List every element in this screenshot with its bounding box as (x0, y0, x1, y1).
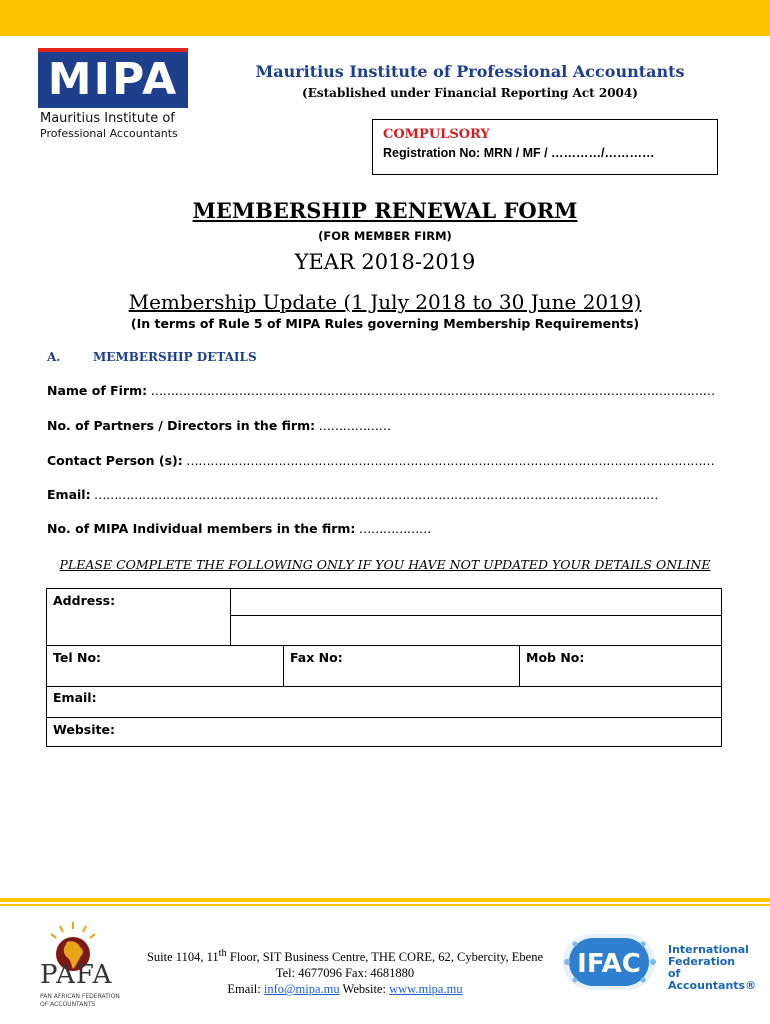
email-link[interactable]: info@mipa.mu (263, 982, 340, 997)
address-label: Address: (53, 593, 116, 608)
registration-number-field[interactable]: Registration No: MRN / MF / …………/………… (383, 146, 655, 160)
footer-rule (0, 898, 770, 902)
field-dots: …………………………………………………………………………………………………………………… (182, 453, 715, 468)
field-dots: …………………………………………………………………………………………………………………………… (90, 487, 659, 502)
footer-address-text-2: Floor, SIT Business Centre, THE CORE, 62, Cybercity, Ebene (226, 950, 544, 965)
fax-label: Fax No: (290, 650, 343, 665)
rule-reference: (In terms of Rule 5 of MIPA Rules governing Membership Requirements) (130, 316, 640, 331)
pafa-wordmark: PAFA (40, 960, 113, 990)
pafa-subtitle: PAN AFRICAN FEDERATION OF ACCOUNTANTS (40, 993, 120, 1008)
field-label: Email: (47, 487, 91, 502)
form-subtitle: (FOR MEMBER FIRM) (318, 229, 452, 243)
logo-subtitle-1: Mauritius Institute of (40, 111, 175, 126)
footer-address (120, 946, 570, 997)
membership-update-period: Membership Update (1 July 2018 to 30 June 2019) (128, 290, 642, 314)
table-divider (46, 645, 722, 646)
ifac-line-1: International (668, 943, 749, 956)
logo-text: MIPA (47, 54, 179, 105)
section-title: MEMBERSHIP DETAILS (93, 350, 257, 364)
registration-box (372, 119, 718, 175)
footer-address-text: Suite 1104, 11 (146, 950, 219, 965)
field-label: No. of MIPA Individual members in the firm: (47, 521, 356, 536)
table-divider (46, 686, 722, 687)
field-label: Name of Firm: (47, 383, 148, 398)
institute-subtitle: (Established under Financial Reporting Act 2004) (302, 86, 638, 100)
field-label: No. of Partners / Directors in the firm: (47, 418, 316, 433)
table-divider (283, 645, 284, 686)
table-border-bottom (46, 746, 722, 747)
website-label: Website: (53, 722, 115, 737)
table-email-label: Email: (53, 690, 97, 705)
ifac-logo-text: IFAC (577, 949, 641, 979)
online-update-note: PLEASE COMPLETE THE FOLLOWING ONLY IF YOU HAVE NOT UPDATED YOUR DETAILS ONLINE (59, 557, 711, 572)
contact-person-field[interactable] (47, 453, 714, 468)
ifac-line-2: Federation (668, 955, 736, 968)
email-label: Email: (227, 982, 264, 997)
table-divider (519, 645, 520, 686)
institute-title: Mauritius Institute of Professional Accountants (255, 62, 685, 81)
form-year: YEAR 2018-2019 (294, 250, 476, 274)
table-border-right (721, 588, 722, 747)
pafa-rays-icon (51, 922, 95, 938)
footer-line-3 (120, 981, 570, 997)
name-of-firm-field[interactable] (47, 383, 715, 398)
partners-directors-field[interactable] (47, 418, 391, 433)
footer-line-1 (120, 946, 570, 965)
mob-label: Mob No: (526, 650, 585, 665)
mipa-members-count-field[interactable] (47, 521, 431, 536)
footer-line-2: Tel: 4677096 Fax: 4681880 (275, 966, 415, 981)
top-banner (0, 0, 770, 36)
table-divider (46, 717, 722, 718)
compulsory-label: COMPULSORY (383, 127, 490, 142)
table-divider (230, 588, 231, 645)
tel-label: Tel No: (53, 650, 102, 665)
mipa-logo (38, 48, 188, 108)
address-input-line-1[interactable] (232, 590, 720, 614)
email-field[interactable] (47, 487, 658, 502)
section-letter: A. (47, 350, 61, 364)
footer-superscript: th (218, 948, 227, 959)
table-divider (230, 615, 722, 616)
address-input-line-2[interactable] (232, 617, 720, 644)
footer-rule-thin (0, 904, 770, 906)
ifac-line-3: of Accountants® (668, 967, 757, 992)
table-border-top (46, 588, 722, 589)
field-dots: ……………… (315, 418, 391, 433)
table-border-left (46, 588, 47, 747)
logo-subtitle-2: Professional Accountants (40, 127, 178, 140)
website-label-footer: Website: (339, 982, 390, 997)
field-dots: …………………………………………………………………………………………………………………………… (147, 383, 715, 398)
ifac-logo (555, 928, 665, 996)
ifac-wordmark (668, 944, 770, 992)
field-dots: ……………… (355, 521, 431, 536)
field-label: Contact Person (s): (47, 453, 183, 468)
form-title: MEMBERSHIP RENEWAL FORM (192, 198, 578, 223)
website-link[interactable]: www.mipa.mu (389, 982, 463, 997)
